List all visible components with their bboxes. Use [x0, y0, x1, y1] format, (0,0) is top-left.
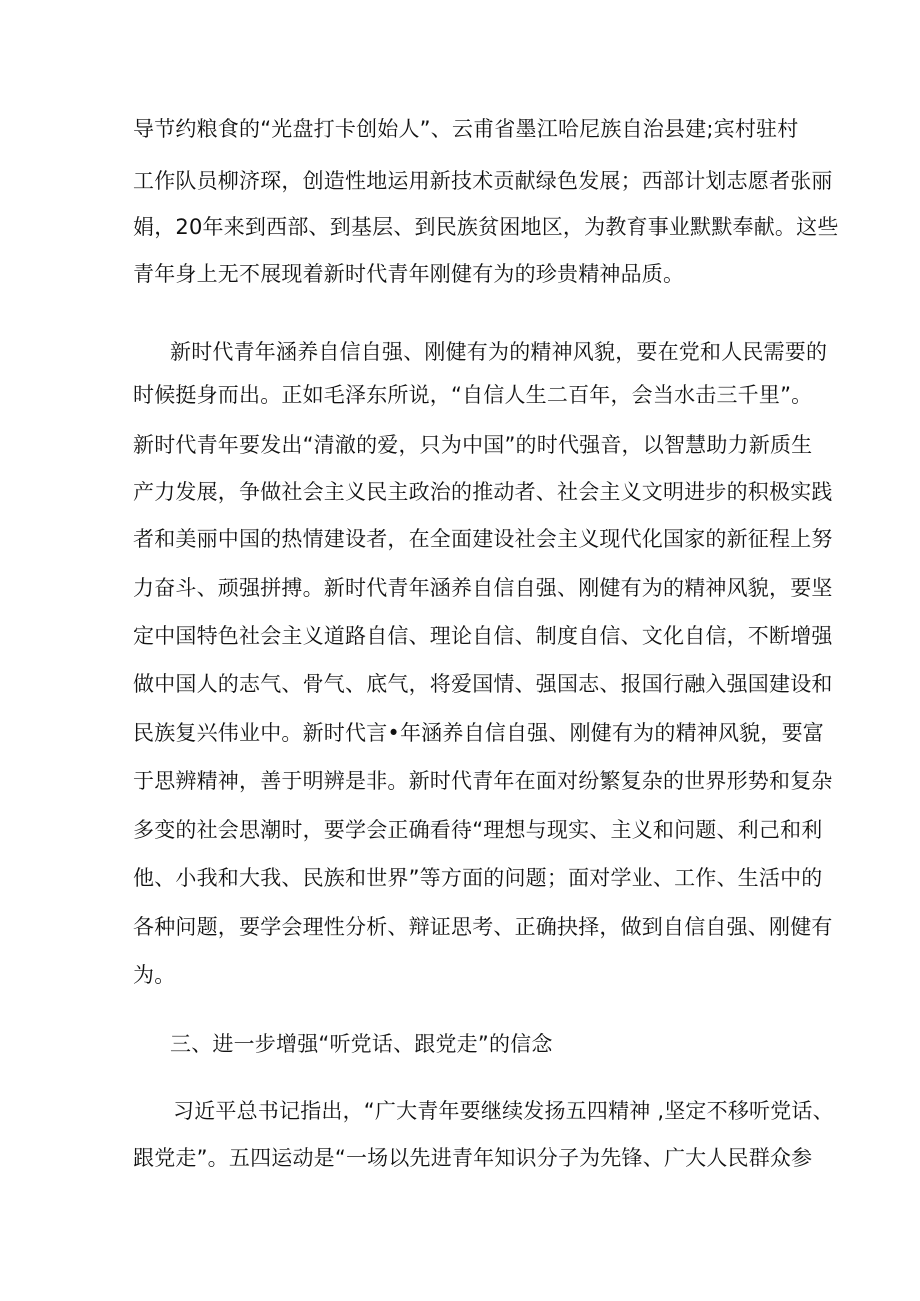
paragraph-line: 定中国特色社会主义道路自信、理论自信、制度自信、文化自信，不断增强	[133, 624, 833, 648]
paragraph-line: 做中国人的志气、骨气、底气，将爱国情、强国志、报国行融入强国建设和	[133, 672, 833, 696]
paragraph-line: 者和美丽中国的热情建设者，在全面建设社会主义现代化国家的新征程上努	[133, 527, 833, 551]
paragraph-line: 于思辨精神，善于明辨是非。新时代青年在面对纷繁复杂的世界形势和复杂	[133, 769, 833, 793]
paragraph-line: 为。	[133, 963, 176, 987]
paragraph-line: 各种问题，要学会理性分析、辩证思考、正确抉择，做到自信自强、刚健有	[133, 915, 833, 939]
paragraph-line: 导节约粮食的“光盘打卡创始人”、云甫省墨江哈尼族自治县建;宾村驻村	[133, 117, 799, 141]
paragraph-line: 产力发展，争做社会主义民主政治的推动者、社会主义文明进步的积极实践	[133, 480, 833, 504]
paragraph-line: 民族复兴伟业中。新时代言•年涵养自信自强、刚健有为的精神风貌，要富	[133, 721, 824, 745]
paragraph-line: 跟党走”。五四运动是“一场以先进青年知识分子为先锋、广大人民群众参	[133, 1146, 813, 1170]
paragraph-line: 力奋斗、顽强拼搏。新时代青年涵养自信自强、刚健有为的精神风貌，要坚	[133, 576, 833, 600]
paragraph-line: 娟，20年来到西部、到基层、到民族贫困地区，为教育事业默默奉献。这些	[133, 215, 839, 239]
paragraph-line: 新时代青年要发出“清澈的爱，只为中国”的时代强音，以智慧助力新质生	[133, 433, 813, 457]
paragraph-line: 他、小我和大我、民族和世界”等方面的问题；面对学业、工作、生活中的	[133, 866, 823, 890]
paragraph-line: 多变的社会思潮时，要学会正确看待“理想与现实、主义和问题、利己和利	[133, 818, 823, 842]
paragraph-line: 习近平总书记指出，“广大青年要继续发扬五四精神 ,坚定不移听党话、	[173, 1099, 834, 1123]
paragraph-line: 青年身上无不展现着新时代青年刚健有为的珍贵精神品质。	[133, 262, 685, 286]
paragraph-line: 新时代青年涵养自信自强、刚健有为的精神风貌，要在党和人民需要的	[170, 340, 828, 364]
section-heading: 三、进一步增强“听党话、跟党走”的信念	[170, 1032, 553, 1056]
paragraph-line: 工作队员柳济琛，创造性地运用新技术贡献绿色发展；西部计划志愿者张丽	[133, 169, 833, 193]
paragraph-line: 时候挺身而出。正如毛泽东所说，“自信人生二百年，会当水击三千里”。	[133, 383, 813, 407]
